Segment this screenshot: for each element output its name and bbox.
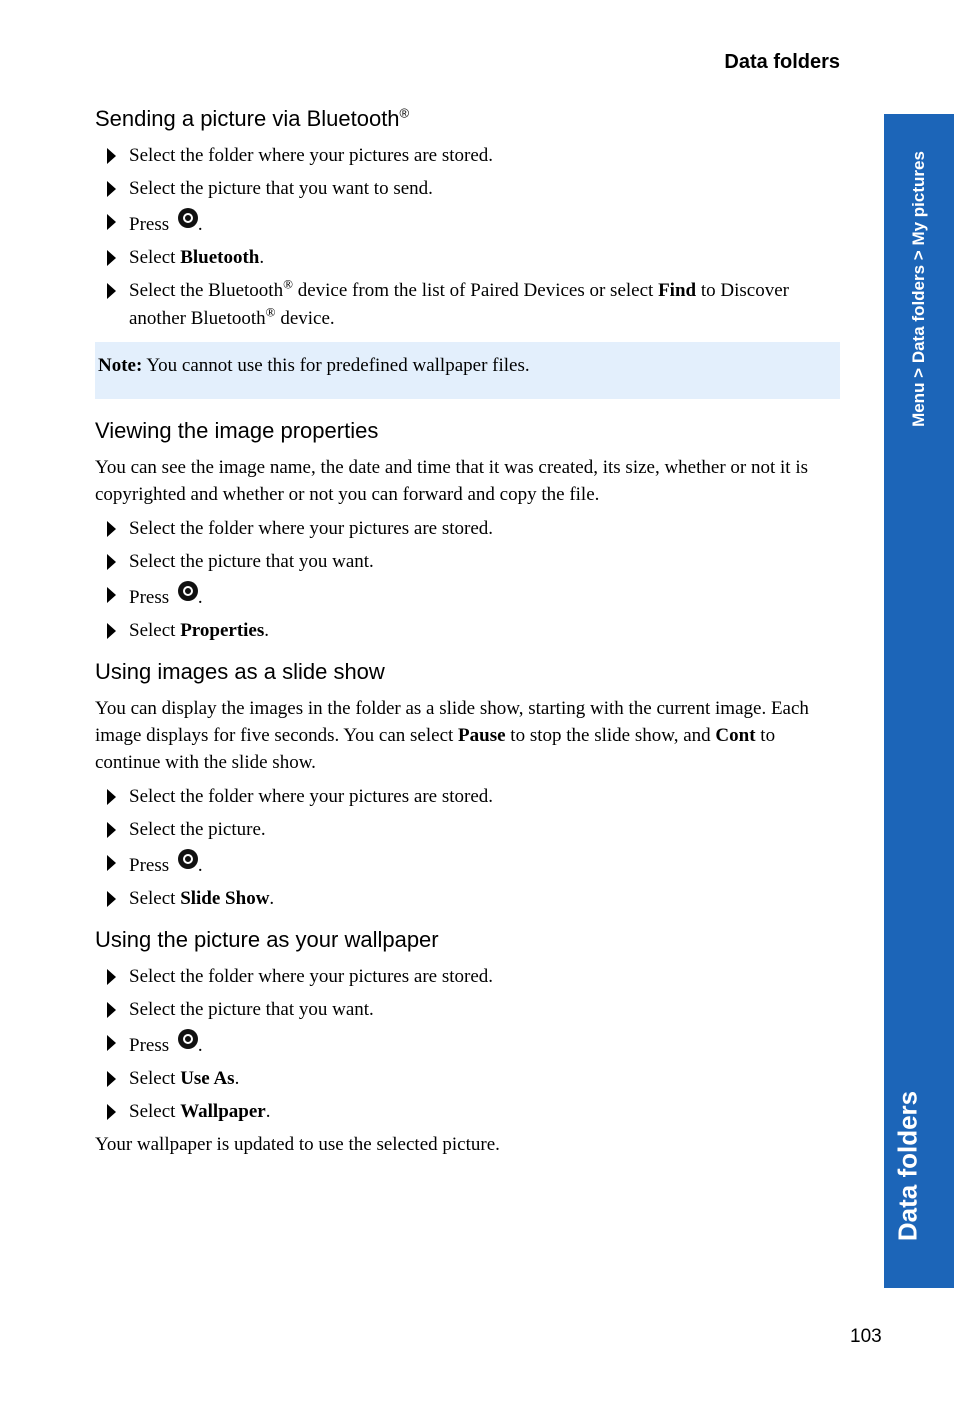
arrow-bullet-icon [107,521,116,537]
arrow-bullet-icon [107,1104,116,1120]
step-item: Press . [95,581,840,612]
step-item: Select Use As. [95,1065,840,1093]
arrow-bullet-icon [107,214,116,230]
step-item: Select the picture that you want. [95,548,840,576]
navigation-key-icon [178,1029,198,1049]
arrow-bullet-icon [107,789,116,805]
step-list [95,142,840,333]
step-item: Select the picture that you want to send. [95,175,840,203]
step-item: Select the folder where your pictures are stored. [95,142,840,170]
section-slide-show [95,657,840,913]
step-item: Select Slide Show. [95,885,840,913]
step-item: Press . [95,849,840,880]
arrow-bullet-icon [107,822,116,838]
arrow-bullet-icon [107,1035,116,1051]
arrow-bullet-icon [107,283,116,299]
arrow-bullet-icon [107,969,116,985]
step-item: Select Properties. [95,617,840,645]
step-list [95,783,840,913]
step-item: Select the picture. [95,816,840,844]
page-content [95,104,840,1170]
arrow-bullet-icon [107,181,116,197]
step-item: Select the folder where your pictures are stored. [95,515,840,543]
section-outro: Your wallpaper is updated to use the selected picture. [95,1134,500,1155]
note-box: Note: You cannot use this for predefined wallpaper files. [95,342,840,399]
section-intro: You can see the image name, the date and time that it was created, its size, whether or not it is copyrighted and whether or not you can forward and copy the file. [95,457,808,505]
section-wallpaper [95,925,840,1158]
arrow-bullet-icon [107,623,116,639]
section-sending-bluetooth [95,104,840,399]
step-item: Press . [95,1029,840,1060]
section-intro: You can display the images in the folder as a slide show, starting with the current image. Each image displays for five seconds. You can select Pause to stop the slide show, and Cont to continue with the slide show. [95,698,809,773]
arrow-bullet-icon [107,554,116,570]
step-item: Select the Bluetooth® device from the list of Paired Devices or select Find to Discover another Bluetooth® device. [95,277,840,333]
step-list [95,515,840,645]
page-number: 103 [850,1326,882,1347]
navigation-key-icon [178,208,198,228]
chapter-side-tab [884,114,954,1288]
step-item: Select the picture that you want. [95,996,840,1024]
section-image-properties [95,416,840,645]
arrow-bullet-icon [107,1002,116,1018]
running-header-title: Data folders [724,51,840,73]
arrow-bullet-icon [107,855,116,871]
step-item: Select the folder where your pictures are stored. [95,963,840,991]
side-tab-chapter-title: Data folders [892,1090,923,1242]
step-item: Select Bluetooth. [95,244,840,272]
step-item: Select the folder where your pictures are stored. [95,783,840,811]
section-heading: Viewing the image properties [95,418,379,443]
step-list [95,963,840,1126]
section-heading: Sending a picture via Bluetooth® [95,105,410,131]
step-item: Press . [95,208,840,239]
arrow-bullet-icon [107,148,116,164]
arrow-bullet-icon [107,891,116,907]
section-heading: Using images as a slide show [95,659,385,684]
navigation-key-icon [178,581,198,601]
side-tab-breadcrumb: Menu > Data folders > My pictures [909,151,928,427]
arrow-bullet-icon [107,250,116,266]
section-heading: Using the picture as your wallpaper [95,927,439,952]
step-item: Select Wallpaper. [95,1098,840,1126]
navigation-key-icon [178,849,198,869]
arrow-bullet-icon [107,587,116,603]
arrow-bullet-icon [107,1071,116,1087]
